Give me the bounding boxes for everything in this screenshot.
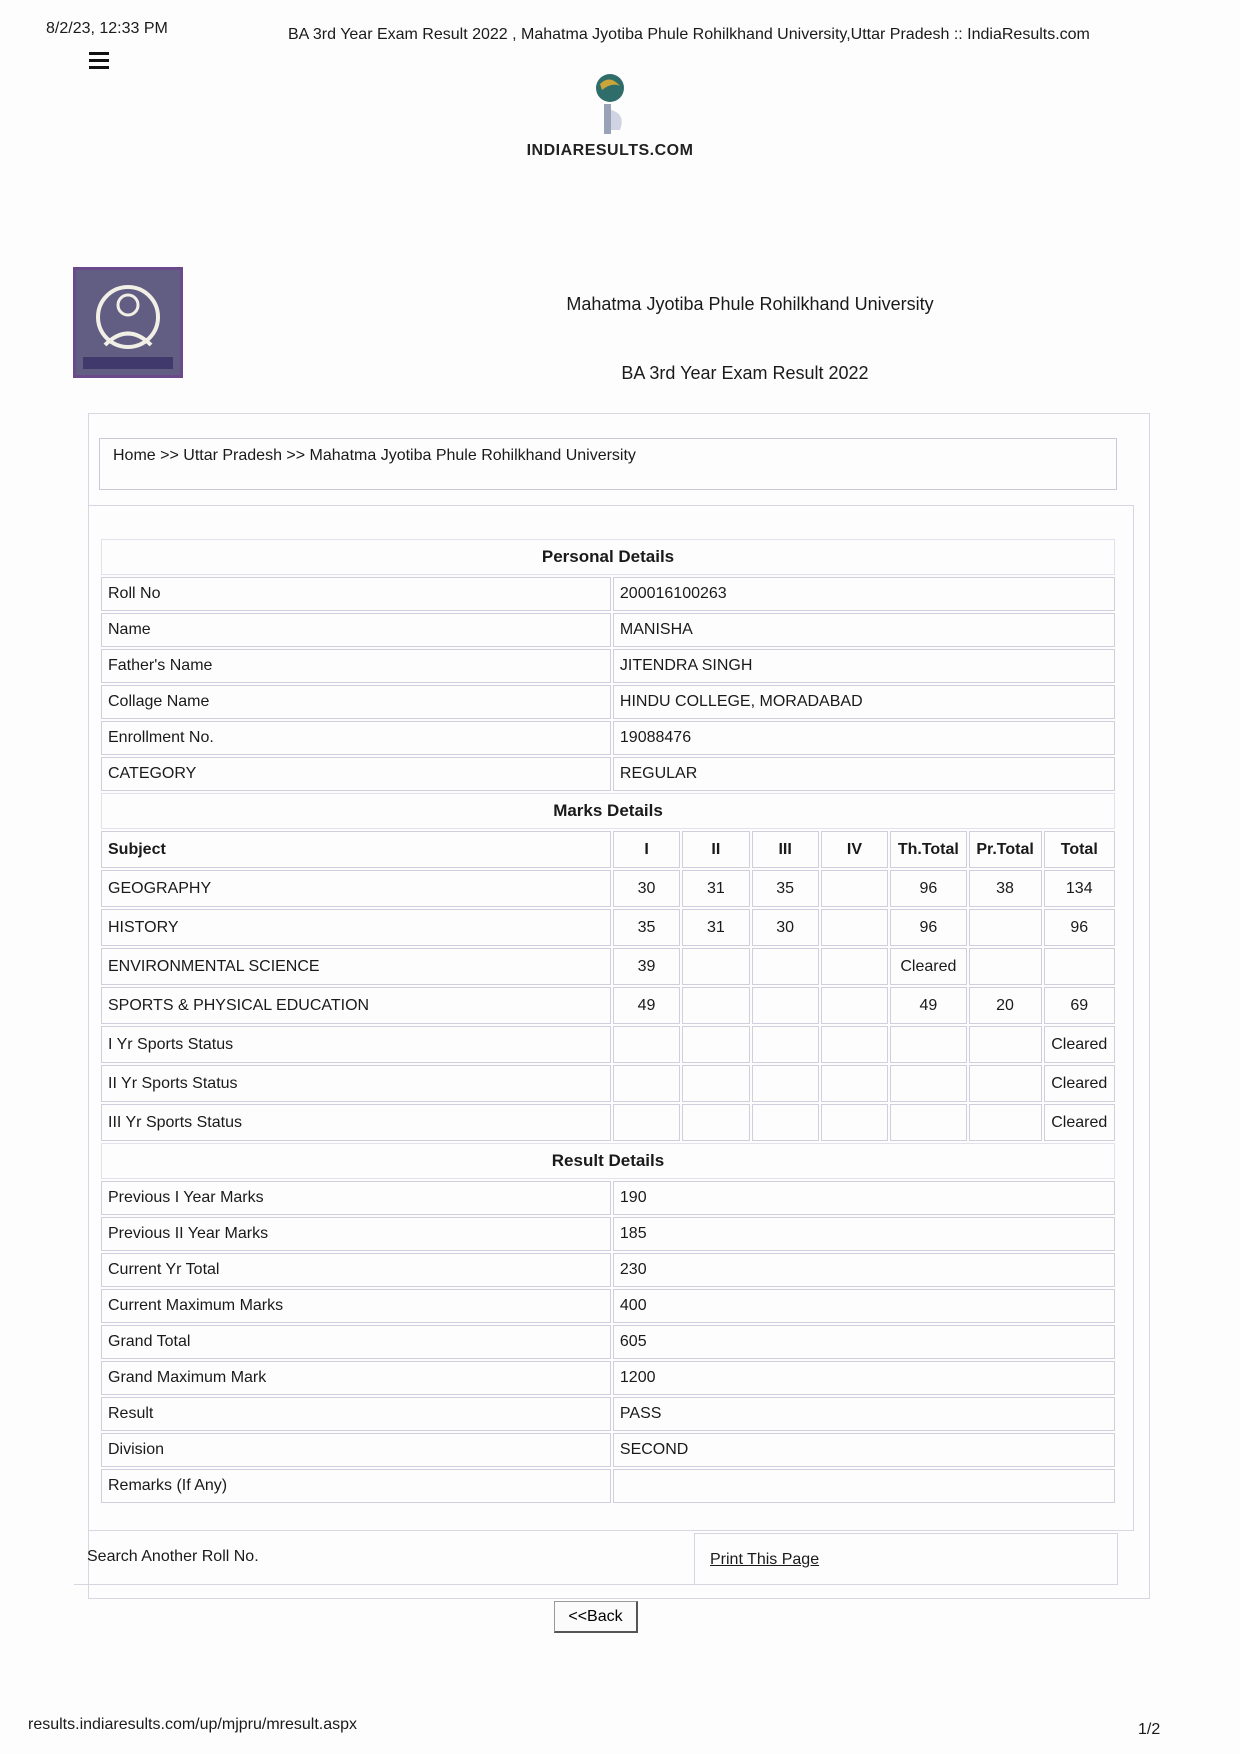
marks-column-header: Pr.Total [969, 831, 1042, 868]
personal-detail-row [101, 721, 1115, 755]
marks-subject: I Yr Sports Status [101, 1026, 611, 1063]
marks-cell [821, 948, 888, 985]
marks-column-header: IV [821, 831, 888, 868]
result-detail-value [613, 1469, 1115, 1503]
marks-row [101, 987, 1115, 1024]
personal-detail-value: JITENDRA SINGH [613, 649, 1115, 683]
result-detail-row [101, 1325, 1115, 1359]
marks-cell: 96 [890, 909, 967, 946]
marks-row [101, 1026, 1115, 1063]
marks-column-header: III [752, 831, 819, 868]
result-detail-row [101, 1433, 1115, 1467]
personal-detail-label: CATEGORY [101, 757, 611, 791]
personal-detail-row [101, 577, 1115, 611]
university-name: Mahatma Jyotiba Phule Rohilkhand University [566, 294, 934, 314]
personal-detail-value: MANISHA [613, 613, 1115, 647]
marks-cell [682, 987, 749, 1024]
marks-cell [821, 909, 888, 946]
marks-cell [969, 1104, 1042, 1141]
personal-detail-row [101, 649, 1115, 683]
personal-detail-value: REGULAR [613, 757, 1115, 791]
personal-detail-label: Collage Name [101, 685, 611, 719]
marks-cell [682, 948, 749, 985]
result-detail-label: Previous I Year Marks [101, 1181, 611, 1215]
marks-cell: 69 [1044, 987, 1115, 1024]
personal-detail-label: Roll No [101, 577, 611, 611]
marks-cell: 134 [1044, 870, 1115, 907]
personal-detail-row [101, 757, 1115, 791]
personal-detail-label: Enrollment No. [101, 721, 611, 755]
result-detail-value: 605 [613, 1325, 1115, 1359]
marks-subject: GEOGRAPHY [101, 870, 611, 907]
result-detail-value: 400 [613, 1289, 1115, 1323]
marks-cell [752, 948, 819, 985]
marks-cell [682, 1065, 749, 1102]
marks-cell: Cleared [1044, 1104, 1115, 1141]
marks-cell [613, 1026, 680, 1063]
marks-subject: ENVIRONMENTAL SCIENCE [101, 948, 611, 985]
personal-detail-value: HINDU COLLEGE, MORADABAD [613, 685, 1115, 719]
marks-cell [613, 1065, 680, 1102]
result-detail-label: Remarks (If Any) [101, 1469, 611, 1503]
logo-text: INDIARESULTS.COM [526, 142, 694, 159]
marks-row [101, 909, 1115, 946]
marks-cell: 35 [752, 870, 819, 907]
result-detail-row [101, 1397, 1115, 1431]
result-detail-value: SECOND [613, 1433, 1115, 1467]
university-seal-logo [73, 267, 183, 378]
marks-column-header: Th.Total [890, 831, 967, 868]
marks-cell [821, 987, 888, 1024]
marks-subject: II Yr Sports Status [101, 1065, 611, 1102]
marks-cell [969, 1065, 1042, 1102]
result-detail-row [101, 1217, 1115, 1251]
marks-cell [1044, 948, 1115, 985]
result-detail-row [101, 1289, 1115, 1323]
result-detail-row [101, 1469, 1115, 1503]
marks-cell [821, 1026, 888, 1063]
marks-cell: 30 [613, 870, 680, 907]
marks-cell [890, 1026, 967, 1063]
marks-cell [682, 1026, 749, 1063]
result-detail-label: Previous II Year Marks [101, 1217, 611, 1251]
result-detail-label: Result [101, 1397, 611, 1431]
marks-cell [752, 987, 819, 1024]
marks-column-header: II [682, 831, 749, 868]
marks-cell: 20 [969, 987, 1042, 1024]
marks-cell: 49 [890, 987, 967, 1024]
marks-cell: 39 [613, 948, 680, 985]
table-actions-row [74, 1533, 1118, 1585]
marks-row [101, 1104, 1115, 1141]
marks-cell [613, 1104, 680, 1141]
marks-cell: 38 [969, 870, 1042, 907]
marks-cell [890, 1065, 967, 1102]
marks-cell: 35 [613, 909, 680, 946]
search-another-roll-link[interactable]: Search Another Roll No. [74, 1533, 694, 1585]
marks-row [101, 948, 1115, 985]
logo-globe-icon [580, 70, 640, 138]
marks-cell: 96 [1044, 909, 1115, 946]
result-detail-value: 230 [613, 1253, 1115, 1287]
result-detail-label: Current Yr Total [101, 1253, 611, 1287]
result-detail-label: Current Maximum Marks [101, 1289, 611, 1323]
marks-column-header: I [613, 831, 680, 868]
marks-cell: 96 [890, 870, 967, 907]
marks-subject: III Yr Sports Status [101, 1104, 611, 1141]
result-detail-label: Grand Total [101, 1325, 611, 1359]
marks-row [101, 1065, 1115, 1102]
result-detail-value: 190 [613, 1181, 1115, 1215]
marks-cell [752, 1026, 819, 1063]
result-detail-label: Grand Maximum Mark [101, 1361, 611, 1395]
result-table [99, 537, 1117, 1505]
print-datetime: 8/2/23, 12:33 PM [46, 20, 168, 37]
marks-cell [969, 909, 1042, 946]
marks-cell: 30 [752, 909, 819, 946]
marks-cell: 31 [682, 870, 749, 907]
result-detail-value: 185 [613, 1217, 1115, 1251]
back-button[interactable]: <<Back [554, 1601, 638, 1633]
marks-cell [752, 1104, 819, 1141]
print-page-title: BA 3rd Year Exam Result 2022 , Mahatma Jyotiba Phule Rohilkhand University,Uttar Pradesh :: IndiaResults.com [288, 26, 1090, 43]
marks-cell [821, 870, 888, 907]
marks-details-heading: Marks Details [101, 793, 1115, 829]
marks-column-header: Total [1044, 831, 1115, 868]
result-details-heading: Result Details [101, 1143, 1115, 1179]
marks-cell: Cleared [1044, 1065, 1115, 1102]
result-detail-row [101, 1181, 1115, 1215]
marks-subject: HISTORY [101, 909, 611, 946]
marks-column-header: Subject [101, 831, 611, 868]
personal-details-heading: Personal Details [101, 539, 1115, 575]
breadcrumb[interactable]: Home >> Uttar Pradesh >> Mahatma Jyotiba Phule Rohilkhand University [99, 438, 1117, 490]
marks-cell [682, 1104, 749, 1141]
marks-cell: Cleared [1044, 1026, 1115, 1063]
marks-cell [969, 1026, 1042, 1063]
marks-row [101, 870, 1115, 907]
personal-detail-label: Name [101, 613, 611, 647]
print-url: results.indiaresults.com/up/mjpru/mresult.aspx [28, 1716, 358, 1733]
personal-detail-row [101, 685, 1115, 719]
marks-cell [969, 948, 1042, 985]
personal-detail-label: Father's Name [101, 649, 611, 683]
personal-detail-value: 19088476 [613, 721, 1115, 755]
personal-detail-row [101, 613, 1115, 647]
marks-cell: 31 [682, 909, 749, 946]
marks-column-header-row [101, 831, 1115, 868]
marks-cell [821, 1065, 888, 1102]
marks-subject: SPORTS & PHYSICAL EDUCATION [101, 987, 611, 1024]
exam-title: BA 3rd Year Exam Result 2022 [621, 363, 869, 383]
menu-icon[interactable] [89, 52, 109, 73]
result-detail-value: PASS [613, 1397, 1115, 1431]
personal-detail-value: 200016100263 [613, 577, 1115, 611]
marks-cell [821, 1104, 888, 1141]
marks-cell [752, 1065, 819, 1102]
print-page-number: 1/2 [1138, 1721, 1161, 1738]
indiaresults-logo[interactable] [520, 70, 700, 160]
print-page-link[interactable]: Print This Page [694, 1533, 1118, 1585]
result-detail-label: Division [101, 1433, 611, 1467]
result-detail-row [101, 1361, 1115, 1395]
result-detail-row [101, 1253, 1115, 1287]
marks-cell [890, 1104, 967, 1141]
result-detail-value: 1200 [613, 1361, 1115, 1395]
marks-cell: 49 [613, 987, 680, 1024]
marks-cell: Cleared [890, 948, 967, 985]
